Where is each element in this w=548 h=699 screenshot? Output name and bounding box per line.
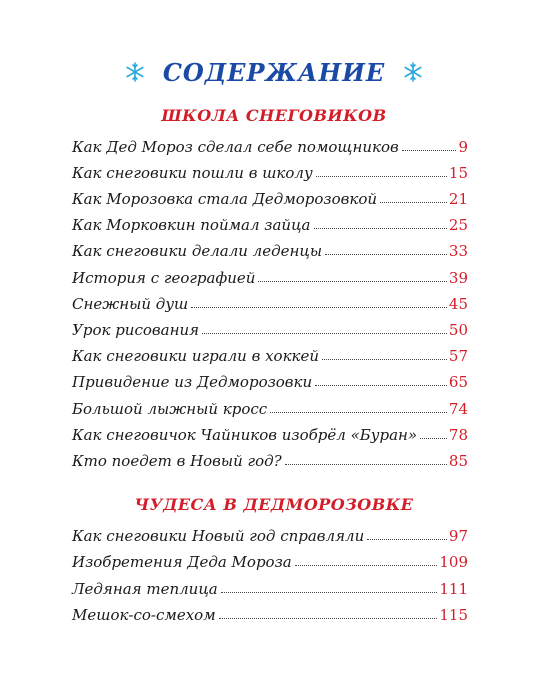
entry-page: 39	[448, 269, 468, 287]
toc-entry[interactable]	[72, 367, 468, 391]
entry-title: Урок рисования	[72, 321, 200, 339]
entry-title: Как Морковкин поймал зайца	[72, 216, 311, 234]
entry-page: 45	[448, 295, 468, 313]
page-title: СОДЕРЖАНИЕ	[162, 57, 386, 87]
entry-page: 21	[448, 190, 468, 208]
entry-title: Как снеговики Новый год справляли	[72, 527, 365, 545]
entry-title: Ледяная теплица	[72, 580, 218, 598]
leader-dots	[315, 385, 447, 386]
leader-dots	[314, 228, 447, 229]
leader-dots	[258, 281, 446, 282]
leader-dots	[191, 307, 447, 308]
toc-entry[interactable]	[72, 394, 468, 418]
leader-dots	[367, 539, 447, 540]
snowflake-icon	[125, 62, 145, 82]
leader-dots	[322, 359, 447, 360]
entry-title: Как снеговичок Чайников изобрёл «Буран»	[72, 426, 418, 444]
toc-entry[interactable]	[72, 547, 468, 571]
toc-entry[interactable]	[72, 315, 468, 339]
entry-title: История с географией	[72, 269, 256, 287]
entry-page: 111	[439, 580, 468, 598]
section-title: ЧУДЕСА В ДЕДМОРОЗОВКЕ	[134, 495, 414, 514]
section-title: ШКОЛА СНЕГОВИКОВ	[161, 106, 387, 125]
leader-dots	[221, 592, 438, 593]
entry-page: 25	[448, 216, 468, 234]
entry-page: 65	[448, 373, 468, 391]
entry-page: 115	[439, 606, 468, 624]
entry-page: 57	[448, 347, 468, 365]
leader-dots	[285, 464, 447, 465]
leader-dots	[380, 202, 447, 203]
toc-entry[interactable]	[72, 210, 468, 234]
toc-entry[interactable]	[72, 341, 468, 365]
leader-dots	[219, 618, 438, 619]
entry-title: Мешок-со-смехом	[72, 606, 216, 624]
entry-title: Изобретения Деда Мороза	[72, 553, 292, 571]
leader-dots	[270, 412, 447, 413]
toc-entry[interactable]	[72, 132, 468, 156]
entry-title: Привидение из Дедморозовки	[72, 373, 313, 391]
leader-dots	[402, 150, 457, 151]
toc-entry[interactable]	[72, 446, 468, 470]
leader-dots	[420, 438, 447, 439]
entry-page: 74	[448, 400, 468, 418]
entry-page: 109	[439, 553, 468, 571]
entry-title: Как снеговики делали леденцы	[72, 242, 323, 260]
snowflake-icon	[403, 62, 423, 82]
leader-dots	[316, 176, 447, 177]
entry-title: Снежный душ	[72, 295, 189, 313]
entry-page: 50	[448, 321, 468, 339]
title-row	[0, 52, 548, 92]
leader-dots	[325, 254, 447, 255]
toc-entry[interactable]	[72, 574, 468, 598]
toc-entry[interactable]	[72, 158, 468, 182]
leader-dots	[295, 565, 438, 566]
entry-title: Как снеговики играли в хоккей	[72, 347, 320, 365]
entry-title: Как Морозовка стала Дедморозовкой	[72, 190, 378, 208]
toc-entry[interactable]	[72, 420, 468, 444]
leader-dots	[202, 333, 447, 334]
entry-title: Кто поедет в Новый год?	[72, 452, 282, 470]
entry-title: Большой лыжный кросс	[72, 400, 268, 418]
toc-entry[interactable]	[72, 263, 468, 287]
toc-entry[interactable]	[72, 184, 468, 208]
entry-page: 97	[448, 527, 468, 545]
entry-title: Как снеговики пошли в школу	[72, 164, 313, 182]
toc-entry[interactable]	[72, 236, 468, 260]
entry-page: 33	[448, 242, 468, 260]
toc-entry[interactable]	[72, 289, 468, 313]
entry-title: Как Дед Мороз сделал себе помощников	[72, 138, 399, 156]
entry-page: 78	[448, 426, 468, 444]
toc-entry[interactable]	[72, 600, 468, 624]
entry-page: 15	[448, 164, 468, 182]
entry-page: 85	[448, 452, 468, 470]
toc-entry[interactable]	[72, 521, 468, 545]
entry-page: 9	[458, 138, 468, 156]
